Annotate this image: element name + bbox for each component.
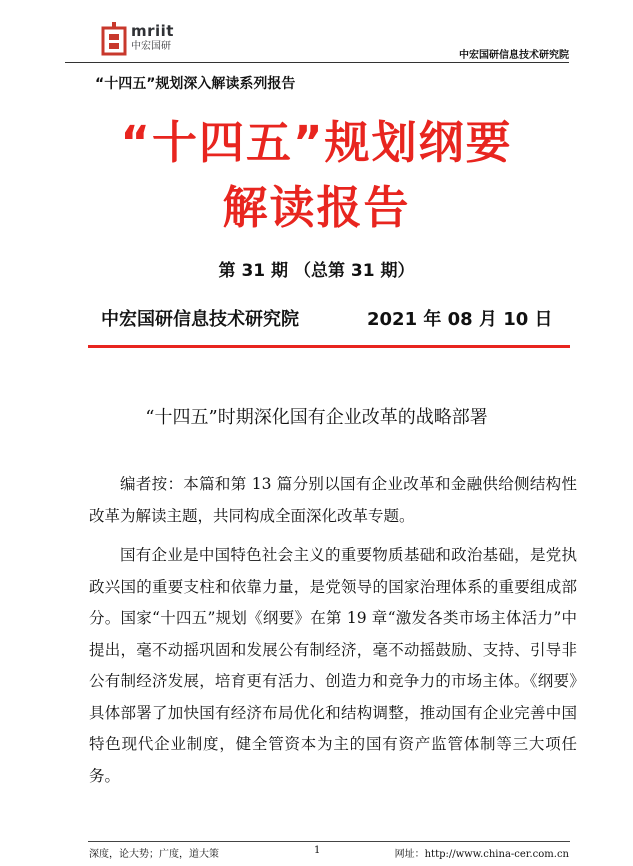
brand-logo — [101, 22, 191, 62]
header-org-name: 中宏国研信息技术研究院 — [459, 50, 569, 61]
logo-text-en: mriit — [131, 22, 174, 40]
publisher-name: 中宏国研信息技术研究院 — [101, 309, 299, 330]
issue-number: 第 31 期 （总第 31 期） — [218, 261, 415, 281]
footer-slogan: 深度，论大势；广度，道大策 — [89, 849, 219, 860]
logo-mark-icon — [101, 22, 127, 56]
page-number: 1 — [314, 845, 321, 856]
editor-note-paragraph: 编者按：本篇和第 13 篇分别以国有企业改革和金融供给侧结构性改革为解读主题，共同构成全面深化改革专题。 — [89, 475, 577, 525]
article-title: “十四五”时期深化国有企业改革的战略部署 — [145, 407, 488, 428]
series-name: “十四五”规划深入解读系列报告 — [95, 76, 296, 92]
main-title-line2: 解读报告 — [222, 181, 411, 234]
red-divider — [88, 345, 570, 348]
footer-url: 网址：http://www.china-cer.com.cn — [394, 849, 569, 860]
main-title-line1: “十四五”规划纲要 — [120, 116, 513, 169]
footer-divider — [88, 841, 570, 842]
publish-date: 2021 年 08 月 10 日 — [367, 309, 553, 330]
logo-text-cn: 中宏国研 — [131, 41, 171, 52]
header-divider — [65, 62, 569, 63]
body-paragraph: 国有企业是中国特色社会主义的重要物质基础和政治基础，是党执政兴国的重要支柱和依靠力量，是党领导的国家治理体系的重要组成部分。国家“十四五”规划《纲要》在第 19 章“激发各类市场主体活力”中提出，毫不动摇巩固和发展公有制经济，毫不动摇鼓励、支持、引导非公有制经济发展，培育更有活力、创造力和竞争力的市场主体。《纲要》具体部署了加快国有经济布局优化和结构调整，推动国有企业完善中国特色现代企业制度，健全管资本为主的国有资产监管体制等三大项任务。 — [89, 546, 577, 785]
